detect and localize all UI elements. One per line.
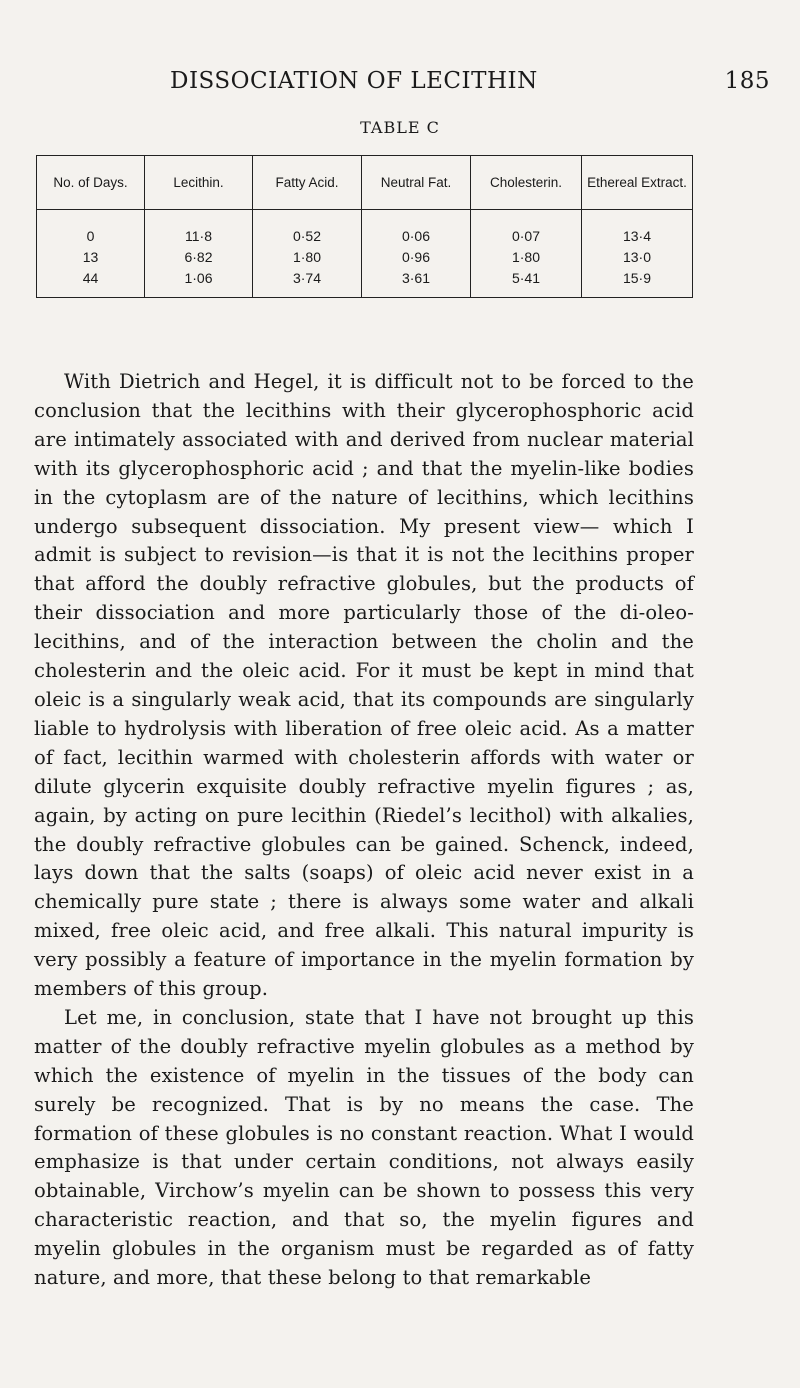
table-cell: 0·07 — [471, 210, 582, 248]
column-header: Neutral Fat. — [362, 156, 471, 210]
running-title: DISSOCIATION OF LECITHIN — [170, 68, 538, 94]
table-header-row — [37, 156, 693, 210]
table-caption: TABLE C — [360, 118, 440, 137]
body-text — [34, 368, 694, 1293]
column-header: Fatty Acid. — [253, 156, 362, 210]
table-cell: 6·82 — [145, 247, 253, 268]
table-cell: 0 — [37, 210, 145, 248]
table-row — [37, 268, 693, 298]
table-row — [37, 247, 693, 268]
table-cell: 0·52 — [253, 210, 362, 248]
table-cell: 3·74 — [253, 268, 362, 298]
column-header: No. of Days. — [37, 156, 145, 210]
column-header: Ethereal Extract. — [582, 156, 693, 210]
table-cell: 13·4 — [582, 210, 693, 248]
column-header: Lecithin. — [145, 156, 253, 210]
table-cell: 13 — [37, 247, 145, 268]
table-cell: 11·8 — [145, 210, 253, 248]
table-cell: 0·96 — [362, 247, 471, 268]
paragraph: With Dietrich and Hegel, it is difficult not to be forced to the conclusion that the lecithins with their glycerophosphoric acid are intimately associated with and derived from nuclear material with its glycerophosphoric acid ; and that the myelin-like bodies in the cytoplasm are of the nature of lecithins, which lecithins undergo subsequent dissociation. My present view— which I admit is subject to revision—is that it is not the lecithins proper that afford the doubly refractive globules, but the products of their dissociation and more particularly those of the di-oleo-lecithins, and of the interaction between the cholin and the cholesterin and the oleic acid. For it must be kept in mind that oleic is a singularly weak acid, that its compounds are singularly liable to hydrolysis with liberation of free oleic acid. As a matter of fact, lecithin warmed with cholesterin affords with water or dilute glycerin exquisite doubly refractive myelin figures ; as, again, by acting on pure lecithin (Riedel’s lecithol) with alkalies, the doubly refractive globules can be gained. Schenck, indeed, lays down that the salts (soaps) of oleic acid never exist in a chemically pure state ; there is always some water and alkali mixed, free oleic acid, and free alkali. This natural impurity is very possibly a feature of importance in the myelin formation by members of this group. — [34, 370, 694, 1001]
data-table — [36, 155, 693, 298]
table-cell: 44 — [37, 268, 145, 298]
table-cell: 15·9 — [582, 268, 693, 298]
table-cell: 1·80 — [253, 247, 362, 268]
table-cell: 1·80 — [471, 247, 582, 268]
paragraph: Let me, in conclusion, state that I have not brought up this matter of the doubly refractive myelin globules as a method by which the existence of myelin in the tissues of the body can surely be recognized. That is by no means the case. The formation of these globules is no constant reaction. What I would emphasize is that under certain conditions, not always easily obtainable, Virchow’s myelin can be shown to possess this very characteristic reaction, and that so, the myelin figures and myelin globules in the organism must be regarded as of fatty nature, and more, that these belong to that remarkable — [34, 1005, 694, 1290]
page-number: 185 — [724, 68, 770, 94]
table-row — [37, 210, 693, 248]
table-cell: 3·61 — [362, 268, 471, 298]
table-cell: 13·0 — [582, 247, 693, 268]
table-cell: 5·41 — [471, 268, 582, 298]
table-cell: 1·06 — [145, 268, 253, 298]
column-header: Cholesterin. — [471, 156, 582, 210]
table-cell: 0·06 — [362, 210, 471, 248]
